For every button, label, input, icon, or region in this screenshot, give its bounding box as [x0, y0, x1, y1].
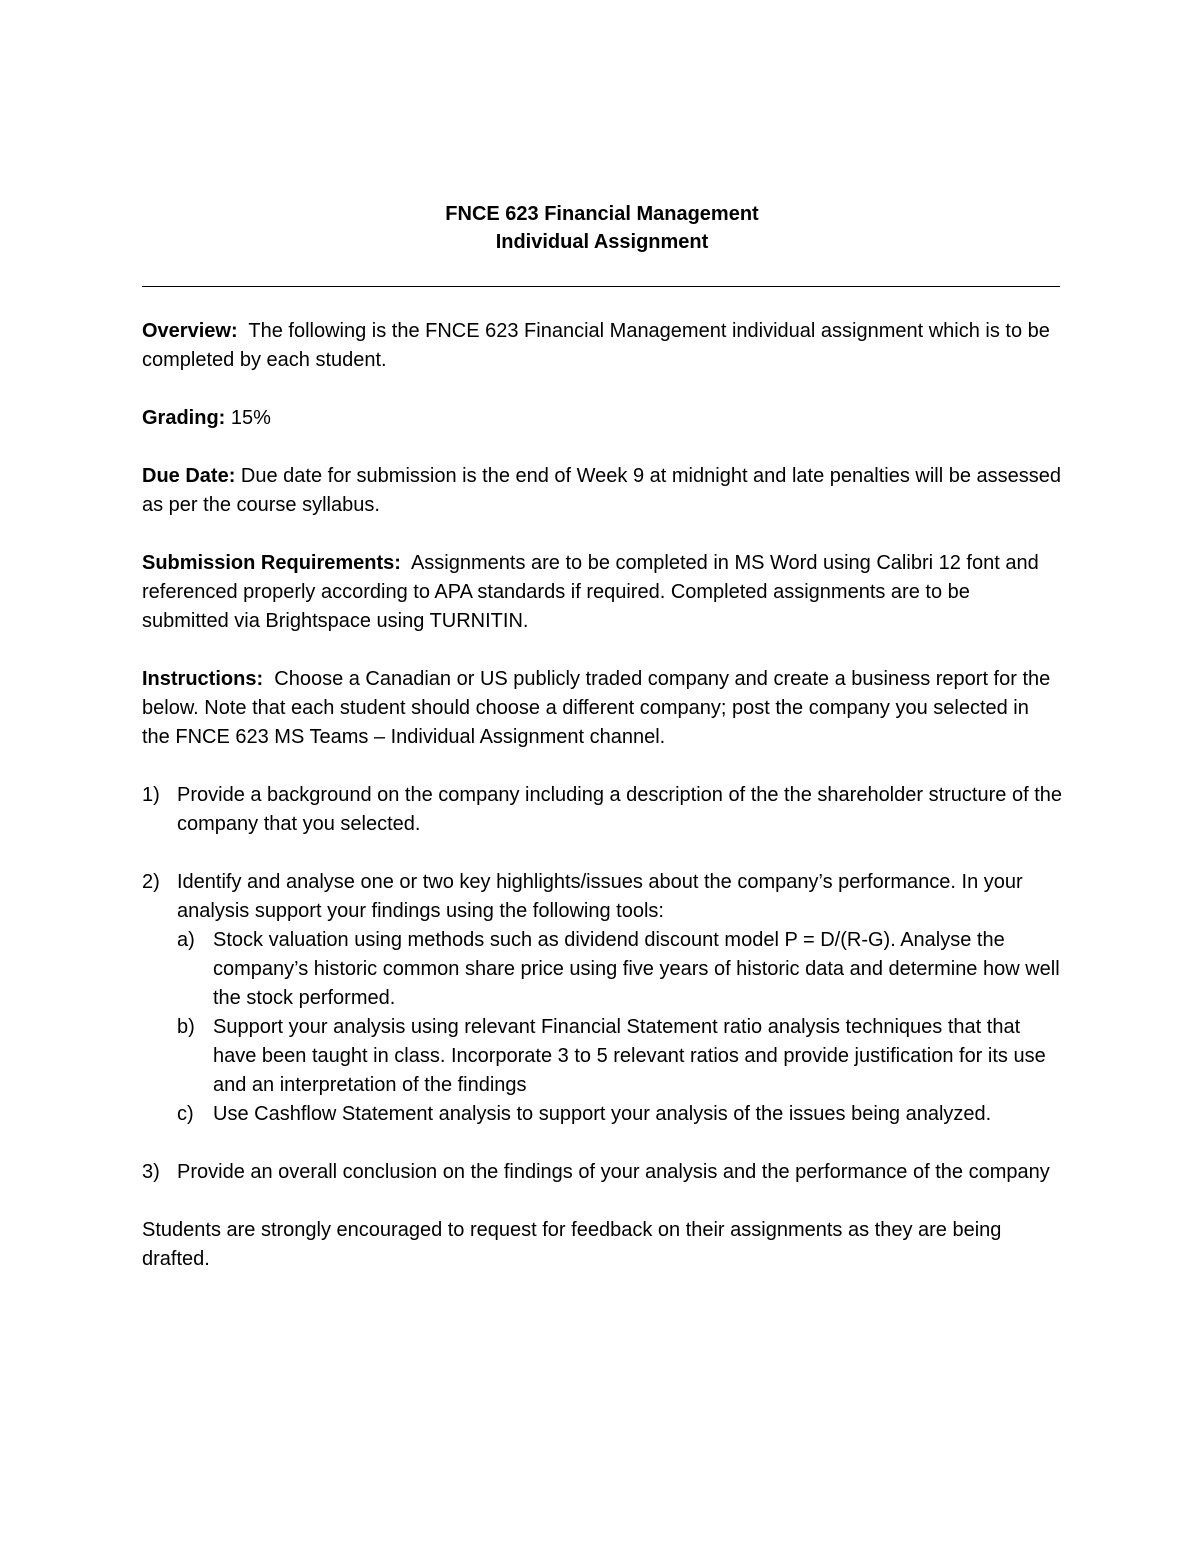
due-date-text: Due date for submission is the end of Week 9 at midnight and late penalties will be assessed as per the course syllabus.	[142, 465, 1062, 516]
overview-section	[142, 317, 1062, 375]
subtask-text: Support your analysis using relevant Financial Statement ratio analysis techniques that that have been taught in class. Incorporate 3 to 5 relevant ratios and provide justification for its use and an interpretation of the findings	[213, 1016, 1046, 1096]
submission-section	[142, 549, 1062, 636]
task-subitems	[177, 926, 1062, 1129]
horizontal-rule	[142, 286, 1060, 287]
overview-text: The following is the FNCE 623 Financial Management individual assignment which is to be completed by each student.	[142, 320, 1050, 371]
title-block	[142, 200, 1062, 256]
closing-note: Students are strongly encouraged to request for feedback on their assignments as they are being drafted.	[142, 1219, 1002, 1270]
task-text: Provide an overall conclusion on the findings of your analysis and the performance of the company	[177, 1161, 1050, 1183]
assignment-type: Individual Assignment	[495, 231, 709, 253]
task-text: Identify and analyse one or two key highlights/issues about the company’s performance. In your analysis support your findings using the following tools:	[177, 871, 1023, 922]
instructions-text: Choose a Canadian or US publicly traded company and create a business report for the below. Note that each student should choose a different company; post the company you selected in the FNCE 623 MS Teams – Individual Assignment channel.	[142, 668, 1051, 748]
subtask-item	[177, 1100, 1062, 1129]
subtask-item	[177, 926, 1062, 1013]
task-number: 1)	[142, 784, 160, 806]
task-item	[142, 1158, 1062, 1187]
document-body	[142, 200, 1062, 1274]
grading-label: Grading:	[142, 407, 226, 429]
task-text: Provide a background on the company including a description of the the shareholder structure of the company that you selected.	[177, 784, 1062, 835]
due-date-section	[142, 462, 1062, 520]
task-number: 2)	[142, 871, 160, 893]
due-date-label: Due Date:	[142, 465, 236, 487]
task-item	[142, 781, 1062, 839]
grading-section	[142, 404, 1062, 433]
task-list	[142, 781, 1062, 1187]
instructions-label: Instructions:	[142, 668, 264, 690]
grading-value: 15%	[230, 407, 271, 429]
subtask-text: Use Cashflow Statement analysis to support your analysis of the issues being analyzed.	[213, 1103, 992, 1125]
overview-label: Overview:	[142, 320, 238, 342]
course-title: FNCE 623 Financial Management	[445, 203, 759, 225]
subtask-letter: c)	[177, 1103, 194, 1125]
instructions-section	[142, 665, 1062, 752]
task-number: 3)	[142, 1161, 160, 1183]
submission-label: Submission Requirements:	[142, 552, 401, 574]
task-item	[142, 868, 1062, 1129]
submission-text: Assignments are to be completed in MS Word using Calibri 12 font and referenced properly according to APA standards if required. Completed assignments are to be submitted via Brightspace using TURNITIN.	[142, 552, 1039, 632]
subtask-item	[177, 1013, 1062, 1100]
subtask-letter: b)	[177, 1016, 195, 1038]
subtask-letter: a)	[177, 929, 195, 951]
subtask-text: Stock valuation using methods such as dividend discount model P = D/(R-G). Analyse the company’s historic common share price using five years of historic data and determine how well the stock performed.	[213, 929, 1060, 1009]
